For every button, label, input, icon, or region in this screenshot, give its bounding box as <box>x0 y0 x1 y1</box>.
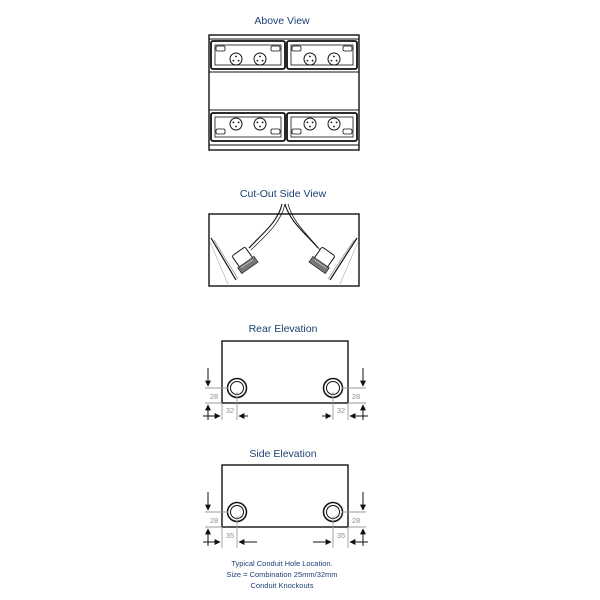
outlet-plate-bottom-left <box>211 113 285 141</box>
rear-left-height-label: 28 <box>209 392 219 401</box>
side-left-height-label: 28 <box>209 516 219 525</box>
side-elevation-title: Side Elevation <box>249 448 317 460</box>
rear-elevation-title: Rear Elevation <box>248 323 318 335</box>
rear-right-offset-label: 32 <box>336 406 346 415</box>
outlet-plate-top-left <box>211 41 285 69</box>
above-view-title: Above View <box>254 15 310 27</box>
side-right-offset-label: 35 <box>336 531 346 540</box>
cutout-body <box>209 204 359 286</box>
rear-right-height-label: 28 <box>351 392 361 401</box>
plug-left <box>230 246 258 274</box>
conduit-note-line-1: Typical Conduit Hole Location. <box>231 559 333 568</box>
side-left-dimension <box>203 492 257 548</box>
cutout-side-view <box>209 188 359 286</box>
conduit-note-line-3: Conduit Knockouts <box>250 581 314 590</box>
above-view <box>209 15 359 150</box>
plug-right <box>309 246 337 274</box>
rear-left-offset-label: 32 <box>225 406 235 415</box>
above-view-body <box>209 35 359 150</box>
rear-elevation <box>203 323 368 420</box>
outlet-plate-top-right <box>287 41 357 69</box>
side-left-offset-label: 35 <box>225 531 235 540</box>
side-right-dimension <box>313 492 368 548</box>
conduit-note <box>226 559 337 590</box>
conduit-note-line-2: Size = Combination 25mm/32mm <box>226 570 338 579</box>
cutout-side-view-title: Cut-Out Side View <box>239 188 327 200</box>
side-elevation <box>203 448 368 590</box>
side-right-height-label: 28 <box>351 516 361 525</box>
outlet-plate-bottom-right <box>287 113 357 141</box>
